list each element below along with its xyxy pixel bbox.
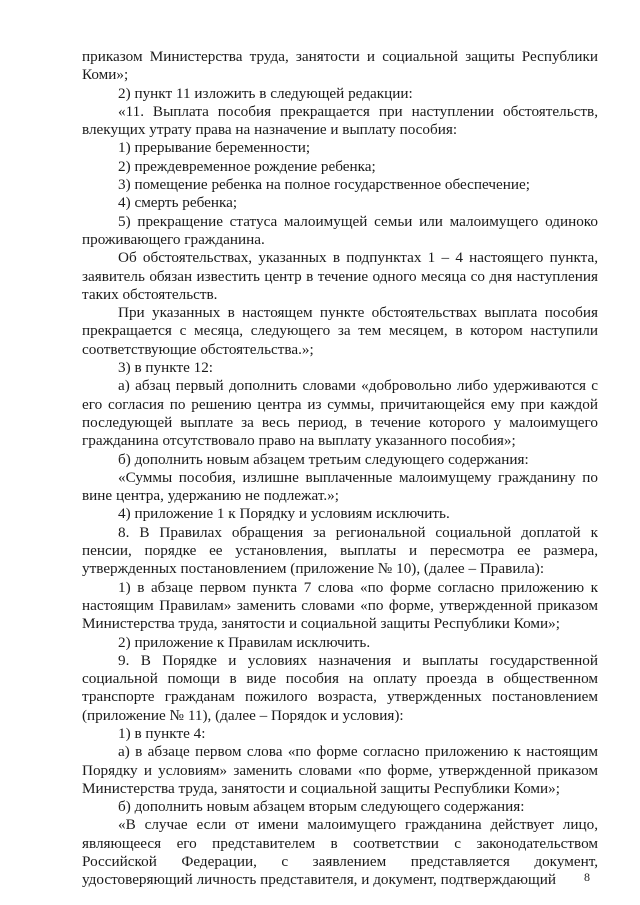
- paragraph: 2) преждевременное рождение ребенка;: [118, 157, 376, 175]
- paragraph: Об обстоятельствах, указанных в подпунктах 1 – 4 настоящего пункта, заявитель обязан известить центр в течение одного месяца со дня наступления таких обстоятельств.: [82, 249, 598, 303]
- paragraph: 5) прекращение статуса малоимущей семьи или малоимущего одиноко проживающего гражданина.: [82, 212, 598, 248]
- paragraph: «В случае если от имени малоимущего гражданина действует лицо, являющееся его представителем в соответствии с законодательством Российской Федерации, с заявлением представляется документ, удостоверяющий личность представителя, и документ, подтверждающий: [82, 816, 598, 889]
- document-body: [82, 48, 598, 890]
- paragraph: б) дополнить новым абзацем вторым следующего содержания:: [118, 798, 525, 816]
- page-number: 8: [584, 870, 590, 884]
- paragraph: 1) прерывание беременности;: [118, 139, 311, 157]
- paragraph: 4) приложение 1 к Порядку и условиям исключить.: [118, 505, 450, 523]
- paragraph: При указанных в настоящем пункте обстоятельствах выплата пособия прекращается с месяца, следующего за тем месяцем, в котором наступили соответствующие обстоятельства.»;: [82, 304, 598, 358]
- paragraph: 1) в пункте 4:: [118, 724, 206, 742]
- paragraph: «Суммы пособия, излишне выплаченные малоимущему гражданину по вине центра, удержанию не подлежат.»;: [82, 468, 598, 505]
- paragraph: 2) пункт 11 изложить в следующей редакции:: [118, 84, 413, 102]
- paragraph: 9. В Порядке и условиях назначения и выплаты государственной социальной помощи в виде пособия на оплату проезда в общественном транспорте гражданам пожилого возраста, утвержденных постановлением (приложение № 11), (далее – Порядок и условия):: [82, 651, 598, 724]
- paragraph: а) в абзаце первом слова «по форме согласно приложению к настоящим Порядку и условиям» заменить словами «по форме, утвержденной приказом Министерства труда, занятости и социальной защиты Республики Коми»;: [82, 743, 598, 797]
- paragraph: 3) в пункте 12:: [118, 359, 214, 377]
- paragraph: приказом Министерства труда, занятости и социальной защиты Республики Коми»;: [82, 48, 598, 84]
- paragraph: «11. Выплата пособия прекращается при наступлении обстоятельств, влекущих утрату права на назначение и выплату пособия:: [82, 102, 598, 139]
- paragraph: б) дополнить новым абзацем третьим следующего содержания:: [118, 450, 529, 468]
- paragraph: 8. В Правилах обращения за региональной социальной доплатой к пенсии, порядке ее установления, выплаты и пересмотра ее размера, утвержденных постановлением (приложение № 10), (далее – Правила):: [82, 523, 598, 578]
- paragraph: 3) помещение ребенка на полное государственное обеспечение;: [118, 176, 530, 194]
- paragraph: 1) в абзаце первом пункта 7 слова «по форме согласно приложению к настоящим Правилам» заменить словами «по форме, утвержденной приказом Министерства труда, занятости и социальной защиты Республики Коми»;: [82, 578, 598, 633]
- paragraph: 2) приложение к Правилам исключить.: [118, 633, 371, 651]
- paragraph: 4) смерть ребенка;: [118, 194, 238, 212]
- paragraph: а) абзац первый дополнить словами «добровольно либо удерживаются с его согласия по решению центра из суммы, причитающейся ему при каждой последующей выплате за весь период, в течение которого у малоимущего гражданина отсутствовало право на выплату указанного пособия»;: [82, 377, 598, 450]
